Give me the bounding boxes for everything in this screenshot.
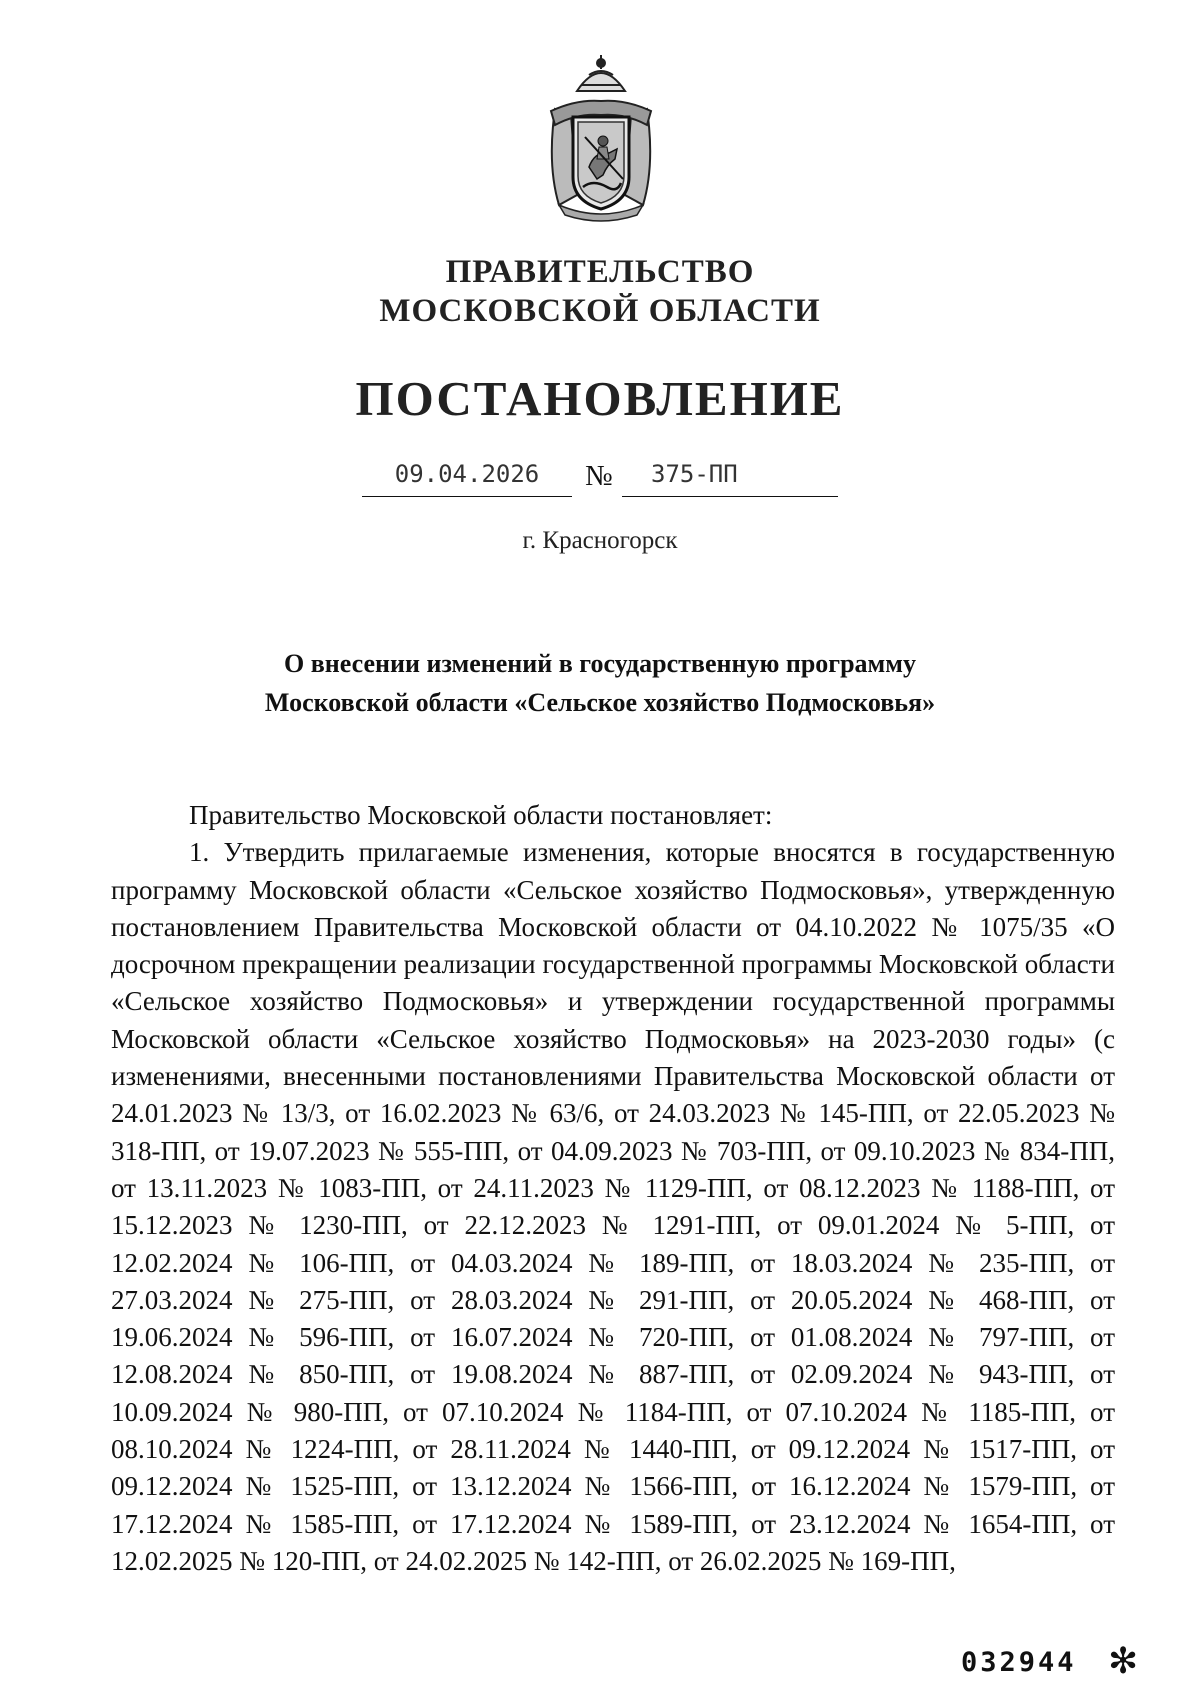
subject-line2: Московской области «Сельское хозяйство Подмосковья» (264, 688, 936, 717)
serial-number: 032944 (961, 1647, 1077, 1678)
body-intro: Правительство Московской области постановляет: (189, 800, 773, 830)
government-name-line1: ПРАВИТЕЛЬСТВО (445, 254, 755, 290)
date-underline (362, 496, 572, 497)
moscow-oblast-coat-of-arms-icon (537, 55, 665, 223)
body-item-1: 1. Утвердить прилагаемые изменения, которые вносятся в государственную программу Московской области «Сельское хозяйство Подмосковья», утвержденную постановлением Правительства Московской области от 04.10.2022 № 1075/35 «О досрочном прекращении реализации государственной программы Московской области «Сельское хозяйство Подмосковья» и утверждении государственной программы Московской области «Сельское хозяйство Подмосковья» на 2023-2030 годы» (с изменениями, внесенными постановлениями Правительства Московской области от 24.01.2023 № 13/3, от 16.02.2023 № 63/6, от 24.03.2023 № 145-ПП, от 22.05.2023 № 318-ПП, от 19.07.2023 № 555-ПП, от 04.09.2023 № 703-ПП, от 09.10.2023 № 834-ПП, от 13.11.2023 № 1083-ПП, от 24.11.2023 № 1129-ПП, от 08.12.2023 № 1188-ПП, от 15.12.2023 № 1230-ПП, от 22.12.2023 № 1291-ПП, от 09.01.2024 № 5-ПП, от 12.02.2024 № 106-ПП, от 04.03.2024 № 189-ПП, от 18.03.2024 № 235-ПП, от 27.03.2024 № 275-ПП, от 28.03.2024 № 291-ПП, от 20.05.2024 № 468-ПП, от 19.06.2024 № 596-ПП, от 16.07.2024 № 720-ПП, от 01.08.2024 № 797-ПП, от 12.08.2024 № 850-ПП, от 19.08.2024 № 887-ПП, от 02.09.2024 № 943-ПП, от 10.09.2024 № 980-ПП, от 07.10.2024 № 1184-ПП, от 07.10.2024 № 1185-ПП, от 08.10.2024 № 1224-ПП, от 28.11.2024 № 1440-ПП, от 09.12.2024 № 1517-ПП, от 09.12.2024 № 1525-ПП, от 13.12.2024 № 1566-ПП, от 16.12.2024 № 1579-ПП, от 17.12.2024 № 1585-ПП, от 17.12.2024 № 1589-ПП, от 23.12.2024 № 1654-ПП, от 12.02.2025 № 120-ПП, от 24.02.2025 № 142-ПП, от 26.02.2025 № 169-ПП, (111, 837, 1115, 1576)
asterisk-mark-icon: ✻ (1108, 1641, 1139, 1682)
number-underline (622, 496, 838, 497)
document-body (111, 797, 1115, 1580)
document-subject (0, 644, 1200, 722)
document-number: 375-ПП (651, 460, 738, 488)
government-name-line2: МОСКОВСКОЙ ОБЛАСТИ (379, 293, 821, 329)
number-sign: № (585, 460, 613, 492)
issue-city: г. Красногорск (522, 527, 678, 554)
document-type-title: ПОСТАНОВЛЕНИЕ (355, 371, 845, 426)
subject-line1: О внесении изменений в государственную программу (284, 649, 916, 678)
document-date: 09.04.2026 (394, 460, 540, 488)
